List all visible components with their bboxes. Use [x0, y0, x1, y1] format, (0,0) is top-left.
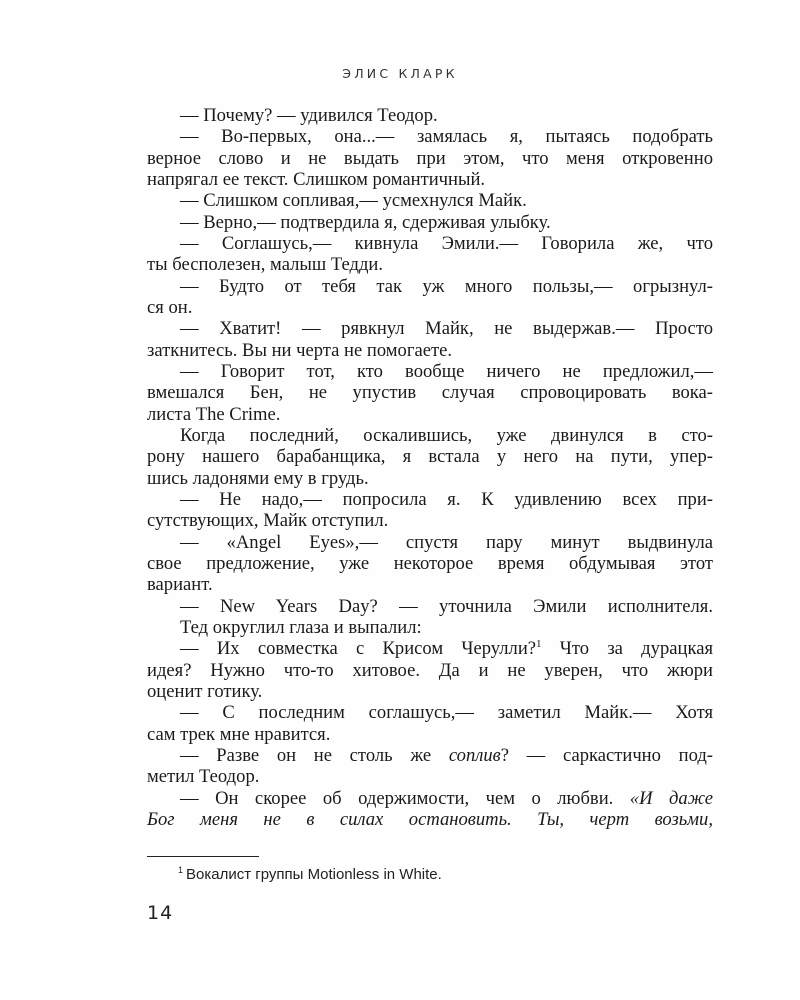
text-line [147, 425, 713, 446]
text-segment: шись ладонями ему в грудь. [147, 467, 369, 489]
text-segment: верное слово и не выдать при этом, что меня откровенно [147, 147, 713, 169]
text-segment: — Во-первых, она...— замялась я, пытаясь подобрать [180, 126, 713, 148]
text-segment: напрягал ее текст. Слишком романтичный. [147, 168, 486, 190]
text-line [147, 489, 713, 510]
text-line [147, 169, 713, 190]
text-segment: ся он. [147, 296, 193, 318]
text-line [147, 702, 713, 723]
text-line [147, 105, 713, 126]
text-segment: — С последним соглашусь,— заметил Майк.— Хотя [180, 702, 713, 724]
text-line [147, 532, 713, 553]
text-line [147, 318, 713, 339]
text-segment: — Не надо,— попросила я. К удивлению всех при- [180, 488, 713, 510]
text-segment: заткнитесь. Вы ни черта не помогаете. [147, 339, 453, 361]
text-segment: вмешался Бен, не упустив случая спровоцировать вока- [147, 382, 713, 404]
page-number: 14 [147, 902, 174, 924]
text-segment: Когда последний, оскалившись, уже двинулся в сто- [180, 424, 713, 446]
text-segment: — Верно,— подтвердила я, сдерживая улыбку. [180, 211, 551, 233]
text-line [147, 788, 713, 809]
text-line [147, 361, 713, 382]
text-line [147, 617, 713, 638]
text-line [147, 446, 713, 467]
text-segment: Тед округлил глаза и выпалил: [180, 616, 422, 638]
text-line [147, 148, 713, 169]
text-line [147, 638, 713, 659]
text-segment: листа The Crime. [147, 403, 281, 425]
footnote [178, 866, 442, 883]
text-line [147, 660, 713, 681]
text-line [147, 766, 713, 787]
text-segment: свое предложение, уже некоторое время обдумывая этот [147, 552, 713, 574]
text-segment: — Соглашусь,— кивнула Эмили.— Говорила же, что [180, 232, 713, 254]
text-line [147, 745, 713, 766]
text-line [147, 724, 713, 745]
text-line [147, 233, 713, 254]
footnote-text: Вокалист группы Motionless in White. [186, 866, 442, 883]
text-line [147, 254, 713, 275]
running-header: ЭЛИС КЛАРК [342, 66, 458, 81]
text-segment: — Их совместка с Крисом Черулли? [180, 638, 537, 660]
text-line [147, 276, 713, 297]
main-text [147, 105, 713, 830]
text-segment: идея? Нужно что-то хитовое. Да и не уверен, что жюри [147, 659, 713, 681]
text-segment: рону нашего барабанщика, я встала у него на пути, упер- [147, 446, 713, 468]
italic-text: Бог меня не в силах остановить. Ты, черт возьми, [147, 808, 713, 830]
text-line [147, 510, 713, 531]
footnote-divider [147, 856, 259, 857]
text-segment: вариант. [147, 574, 213, 596]
text-segment: Что за дурацкая [541, 638, 714, 660]
text-segment: — Хватит! — рявкнул Майк, не выдержав.— Просто [180, 318, 713, 340]
text-line [147, 126, 713, 147]
text-segment: метил Теодор. [147, 766, 260, 788]
text-line [147, 468, 713, 489]
text-segment: ты бесполезен, малыш Тедди. [147, 254, 384, 276]
text-segment: — Будто от тебя так уж много пользы,— огрызнул- [180, 275, 713, 297]
italic-text: соплив [448, 744, 501, 766]
text-segment: — Разве он не столь же [180, 744, 449, 766]
text-segment: оценит готику. [147, 680, 263, 702]
text-segment: — Он скорее об одержимости, чем о любви. [180, 787, 630, 809]
text-line [147, 212, 713, 233]
text-line [147, 190, 713, 211]
text-segment: сам трек мне нравится. [147, 723, 331, 745]
text-segment: — «Angel Eyes»,— спустя пару минут выдвинула [180, 531, 713, 553]
italic-text: «И даже [629, 787, 713, 809]
text-segment: ? — саркастично под- [500, 744, 713, 766]
text-line [147, 297, 713, 318]
footnote-marker: 1 [178, 865, 184, 875]
text-line [147, 382, 713, 403]
text-segment: — Говорит тот, кто вообще ничего не предложил,— [180, 360, 713, 382]
text-line [147, 596, 713, 617]
text-line [147, 404, 713, 425]
text-segment: — Слишком сопливая,— усмехнулся Майк. [180, 190, 527, 212]
text-segment: сутствующих, Майк отступил. [147, 510, 389, 532]
footnote-reference: 1 [536, 638, 542, 651]
text-line [147, 681, 713, 702]
text-line [147, 574, 713, 595]
text-line [147, 553, 713, 574]
text-segment: — Почему? — удивился Теодор. [180, 105, 438, 126]
text-line [147, 340, 713, 361]
text-line [147, 809, 713, 830]
text-segment: — New Years Day? — уточнила Эмили исполнителя. [180, 595, 713, 617]
